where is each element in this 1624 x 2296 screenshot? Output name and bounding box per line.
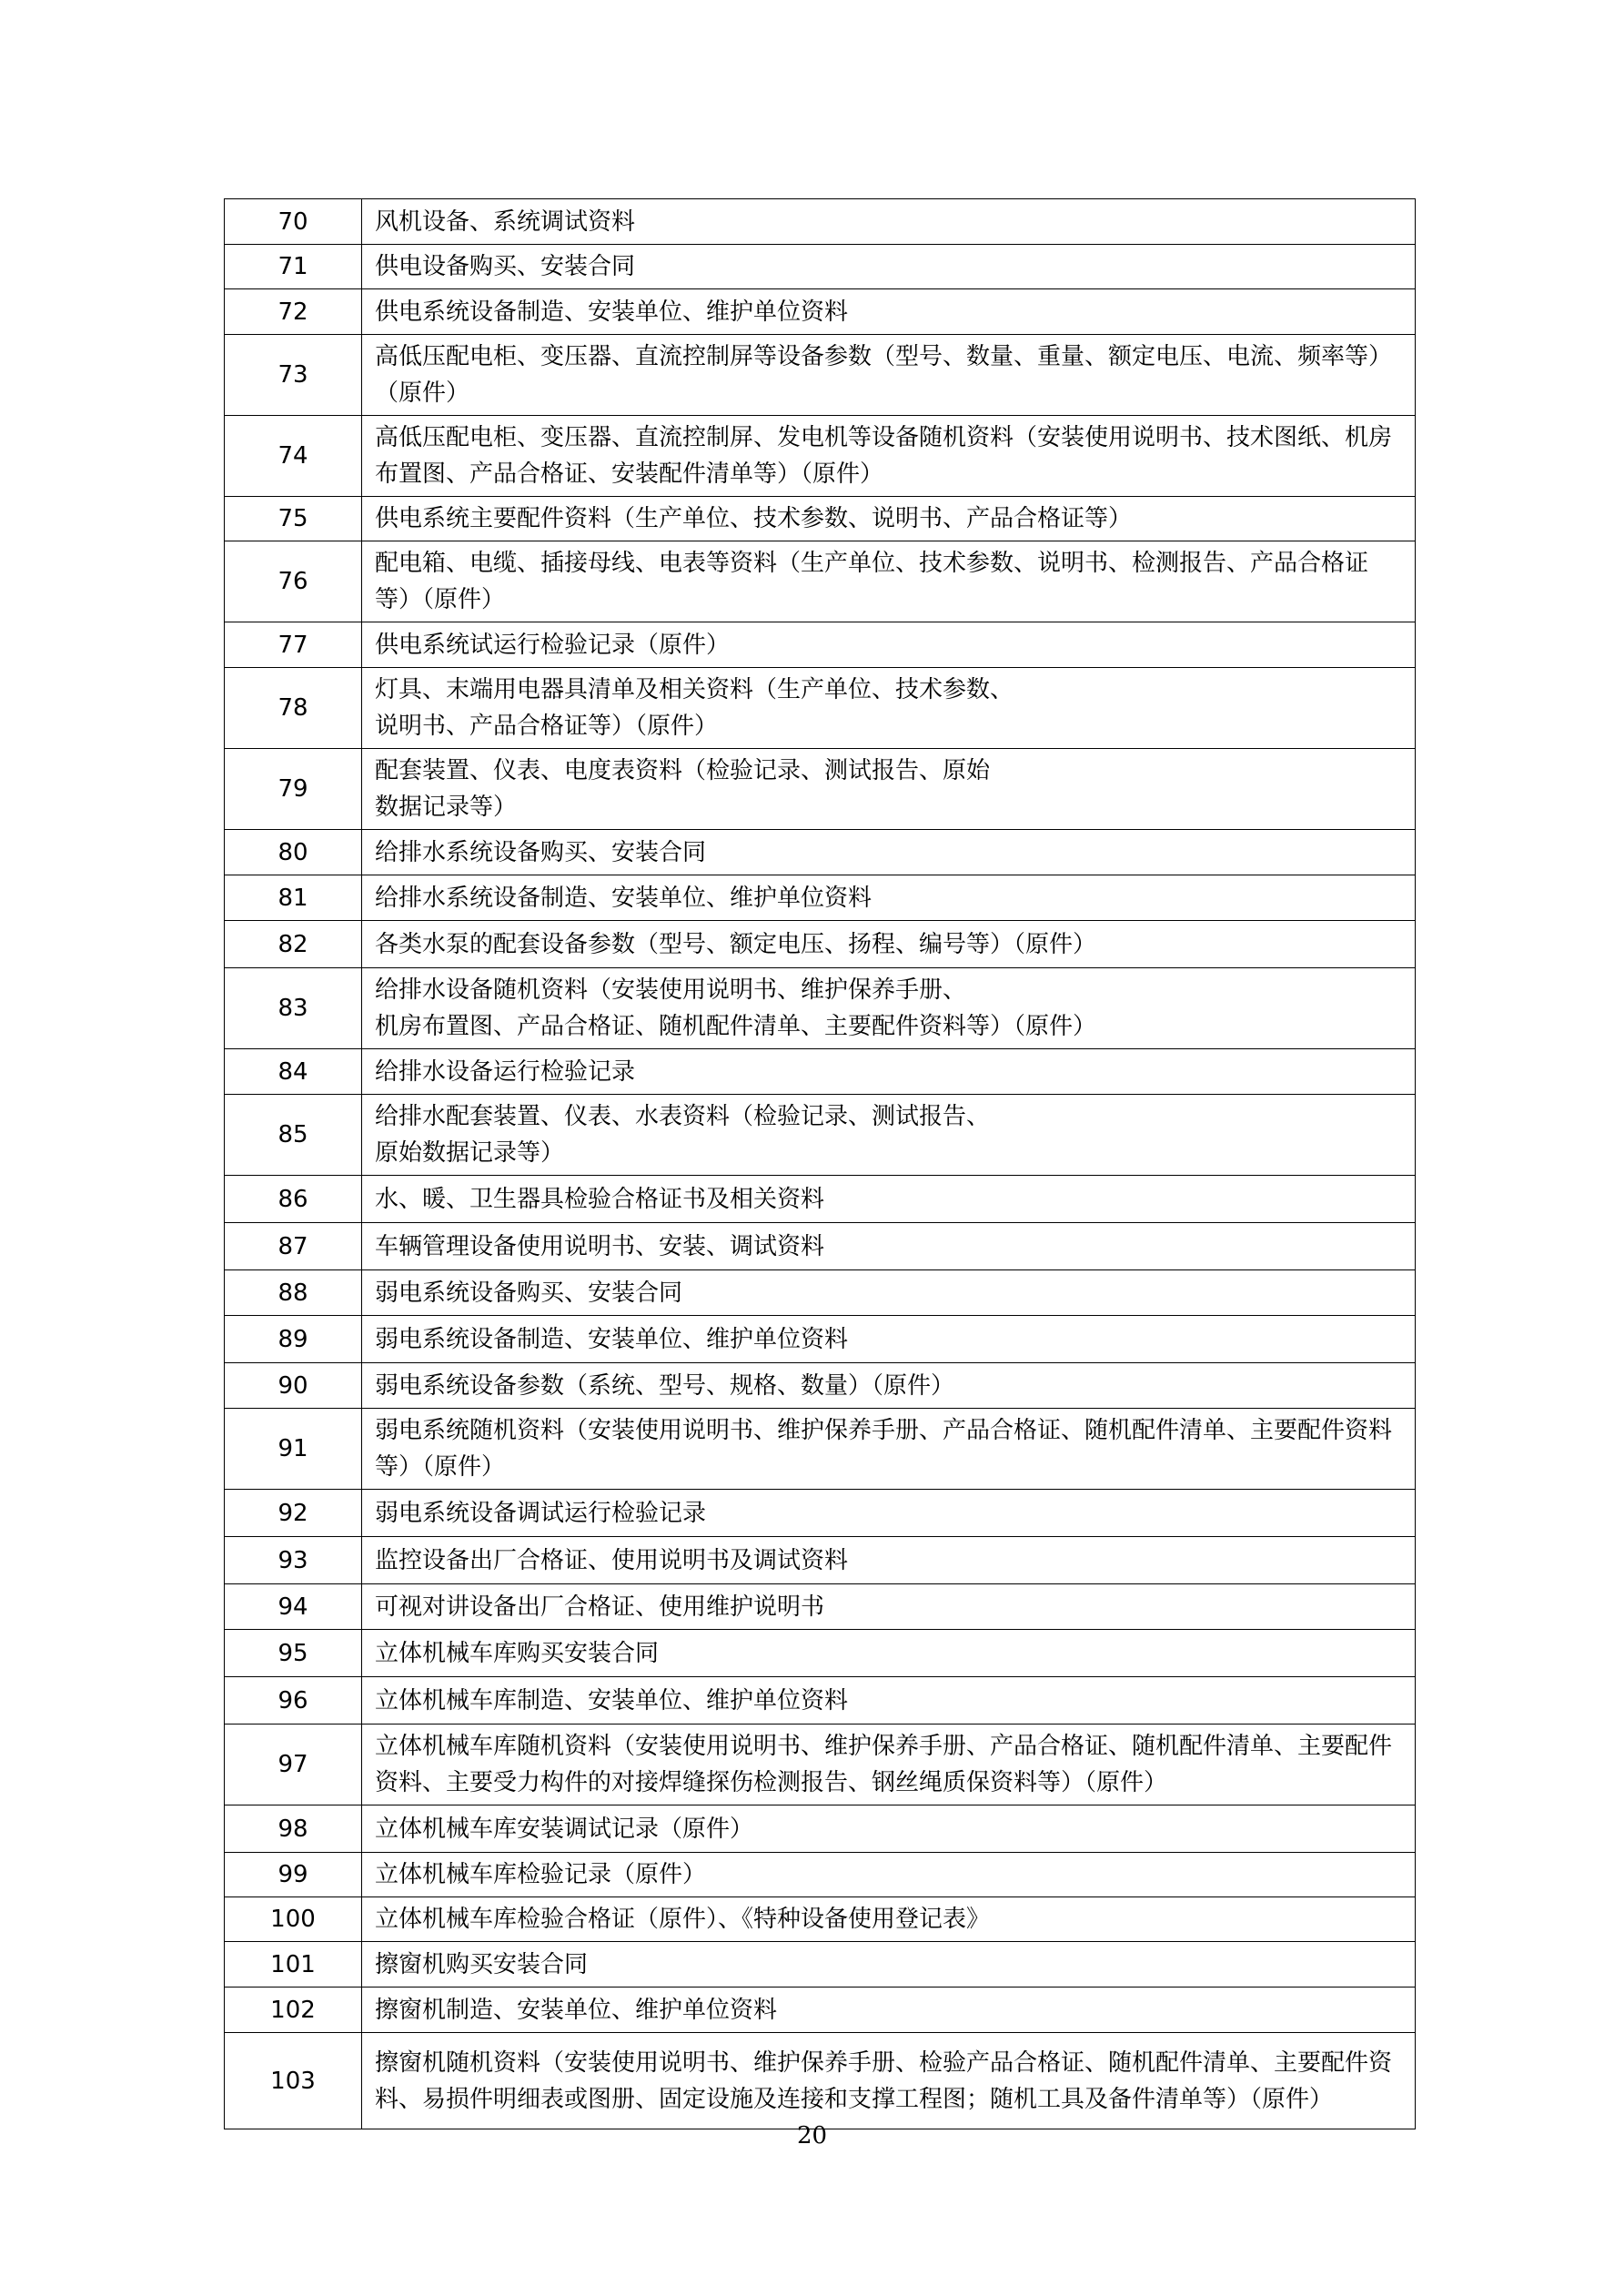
row-number: 74	[225, 416, 362, 497]
row-number: 76	[225, 541, 362, 622]
table-row	[225, 668, 1416, 749]
table-row	[225, 245, 1416, 289]
table-row	[225, 1537, 1416, 1584]
row-number: 80	[225, 830, 362, 875]
row-description: 弱电系统设备购买、安装合同	[362, 1270, 1416, 1316]
row-description: 高低压配电柜、变压器、直流控制屏等设备参数（型号、数量、重量、额定电压、电流、频率等）（原件）	[362, 335, 1416, 416]
row-number: 98	[225, 1805, 362, 1853]
row-description: 各类水泵的配套设备参数（型号、额定电压、扬程、编号等）（原件）	[362, 921, 1416, 968]
row-number: 92	[225, 1490, 362, 1537]
table-row	[225, 416, 1416, 497]
row-number: 93	[225, 1537, 362, 1584]
table-row	[225, 1176, 1416, 1223]
table-body	[225, 199, 1416, 2129]
row-number: 97	[225, 1725, 362, 1805]
row-description: 供电系统主要配件资料（生产单位、技术参数、说明书、产品合格证等）	[362, 497, 1416, 541]
row-number: 99	[225, 1853, 362, 1897]
table-row	[225, 497, 1416, 541]
row-number: 96	[225, 1677, 362, 1725]
table-row	[225, 875, 1416, 921]
row-description: 可视对讲设备出厂合格证、使用维护说明书	[362, 1584, 1416, 1630]
row-description: 供电系统设备制造、安装单位、维护单位资料	[362, 289, 1416, 335]
row-number: 100	[225, 1897, 362, 1942]
row-description: 给排水设备运行检验记录	[362, 1049, 1416, 1095]
table-row	[225, 1853, 1416, 1897]
table-row	[225, 335, 1416, 416]
row-description: 车辆管理设备使用说明书、安装、调试资料	[362, 1223, 1416, 1270]
table-row	[225, 199, 1416, 245]
table-row	[225, 1095, 1416, 1176]
row-number: 91	[225, 1409, 362, 1490]
table-row	[225, 541, 1416, 622]
row-number: 86	[225, 1176, 362, 1223]
row-description: 弱电系统设备调试运行检验记录	[362, 1490, 1416, 1537]
row-description: 供电设备购买、安装合同	[362, 245, 1416, 289]
row-description: 风机设备、系统调试资料	[362, 199, 1416, 245]
table-row	[225, 830, 1416, 875]
row-description: 供电系统试运行检验记录（原件）	[362, 622, 1416, 668]
row-number: 85	[225, 1095, 362, 1176]
row-description: 立体机械车库制造、安装单位、维护单位资料	[362, 1677, 1416, 1725]
row-number: 102	[225, 1988, 362, 2033]
table-row	[225, 1409, 1416, 1490]
row-description: 弱电系统设备参数（系统、型号、规格、数量）（原件）	[362, 1363, 1416, 1409]
table-row	[225, 921, 1416, 968]
row-number: 94	[225, 1584, 362, 1630]
row-description: 高低压配电柜、变压器、直流控制屏、发电机等设备随机资料（安装使用说明书、技术图纸、机房布置图、产品合格证、安装配件清单等）（原件）	[362, 416, 1416, 497]
row-number: 90	[225, 1363, 362, 1409]
row-description: 立体机械车库安装调试记录（原件）	[362, 1805, 1416, 1853]
table-row	[225, 289, 1416, 335]
row-description: 擦窗机制造、安装单位、维护单位资料	[362, 1988, 1416, 2033]
table-row	[225, 1988, 1416, 2033]
row-description: 立体机械车库检验记录（原件）	[362, 1853, 1416, 1897]
row-description: 配电箱、电缆、插接母线、电表等资料（生产单位、技术参数、说明书、检测报告、产品合格证等）（原件）	[362, 541, 1416, 622]
row-number: 72	[225, 289, 362, 335]
table-row	[225, 1270, 1416, 1316]
row-description: 给排水系统设备购买、安装合同	[362, 830, 1416, 875]
row-description: 灯具、末端用电器具清单及相关资料（生产单位、技术参数、 说明书、产品合格证等）（原件）	[362, 668, 1416, 749]
row-number: 71	[225, 245, 362, 289]
row-description: 给排水配套装置、仪表、水表资料（检验记录、测试报告、 原始数据记录等）	[362, 1095, 1416, 1176]
row-description: 给排水设备随机资料（安装使用说明书、维护保养手册、 机房布置图、产品合格证、随机配件清单、主要配件资料等）（原件）	[362, 968, 1416, 1049]
table-row	[225, 1363, 1416, 1409]
row-number: 84	[225, 1049, 362, 1095]
row-description: 擦窗机随机资料（安装使用说明书、维护保养手册、检验产品合格证、随机配件清单、主要配件资料、易损件明细表或图册、固定设施及连接和支撑工程图；随机工具及备件清单等）（原件）	[362, 2033, 1416, 2129]
table-row	[225, 1630, 1416, 1677]
row-number: 101	[225, 1942, 362, 1988]
row-number: 83	[225, 968, 362, 1049]
row-number: 75	[225, 497, 362, 541]
row-number: 89	[225, 1316, 362, 1363]
row-number: 81	[225, 875, 362, 921]
table-row	[225, 1049, 1416, 1095]
row-number: 78	[225, 668, 362, 749]
row-description: 弱电系统随机资料（安装使用说明书、维护保养手册、产品合格证、随机配件清单、主要配件资料等）（原件）	[362, 1409, 1416, 1490]
table-row	[225, 1725, 1416, 1805]
row-number: 77	[225, 622, 362, 668]
row-description: 立体机械车库随机资料（安装使用说明书、维护保养手册、产品合格证、随机配件清单、主要配件资料、主要受力构件的对接焊缝探伤检测报告、钢丝绳质保资料等）（原件）	[362, 1725, 1416, 1805]
table-row	[225, 1805, 1416, 1853]
table-row	[225, 749, 1416, 830]
table-row	[225, 1223, 1416, 1270]
table-row	[225, 968, 1416, 1049]
row-description: 给排水系统设备制造、安装单位、维护单位资料	[362, 875, 1416, 921]
row-number: 79	[225, 749, 362, 830]
row-description: 水、暖、卫生器具检验合格证书及相关资料	[362, 1176, 1416, 1223]
row-number: 82	[225, 921, 362, 968]
table-row	[225, 1490, 1416, 1537]
row-description: 弱电系统设备制造、安装单位、维护单位资料	[362, 1316, 1416, 1363]
table-row	[225, 1677, 1416, 1725]
page-number: 20	[796, 2122, 828, 2149]
row-number: 103	[225, 2033, 362, 2129]
row-description: 立体机械车库检验合格证（原件）、《特种设备使用登记表》	[362, 1897, 1416, 1942]
table-row	[225, 1942, 1416, 1988]
table-row	[225, 1897, 1416, 1942]
row-number: 87	[225, 1223, 362, 1270]
row-number: 73	[225, 335, 362, 416]
table-row	[225, 2033, 1416, 2129]
document-table	[224, 198, 1416, 2129]
table-row	[225, 1584, 1416, 1630]
row-number: 95	[225, 1630, 362, 1677]
row-description: 监控设备出厂合格证、使用说明书及调试资料	[362, 1537, 1416, 1584]
table-row	[225, 1316, 1416, 1363]
row-description: 擦窗机购买安装合同	[362, 1942, 1416, 1988]
table-row	[225, 622, 1416, 668]
row-description: 配套装置、仪表、电度表资料（检验记录、测试报告、原始 数据记录等）	[362, 749, 1416, 830]
row-description: 立体机械车库购买安装合同	[362, 1630, 1416, 1677]
row-number: 88	[225, 1270, 362, 1316]
row-number: 70	[225, 199, 362, 245]
